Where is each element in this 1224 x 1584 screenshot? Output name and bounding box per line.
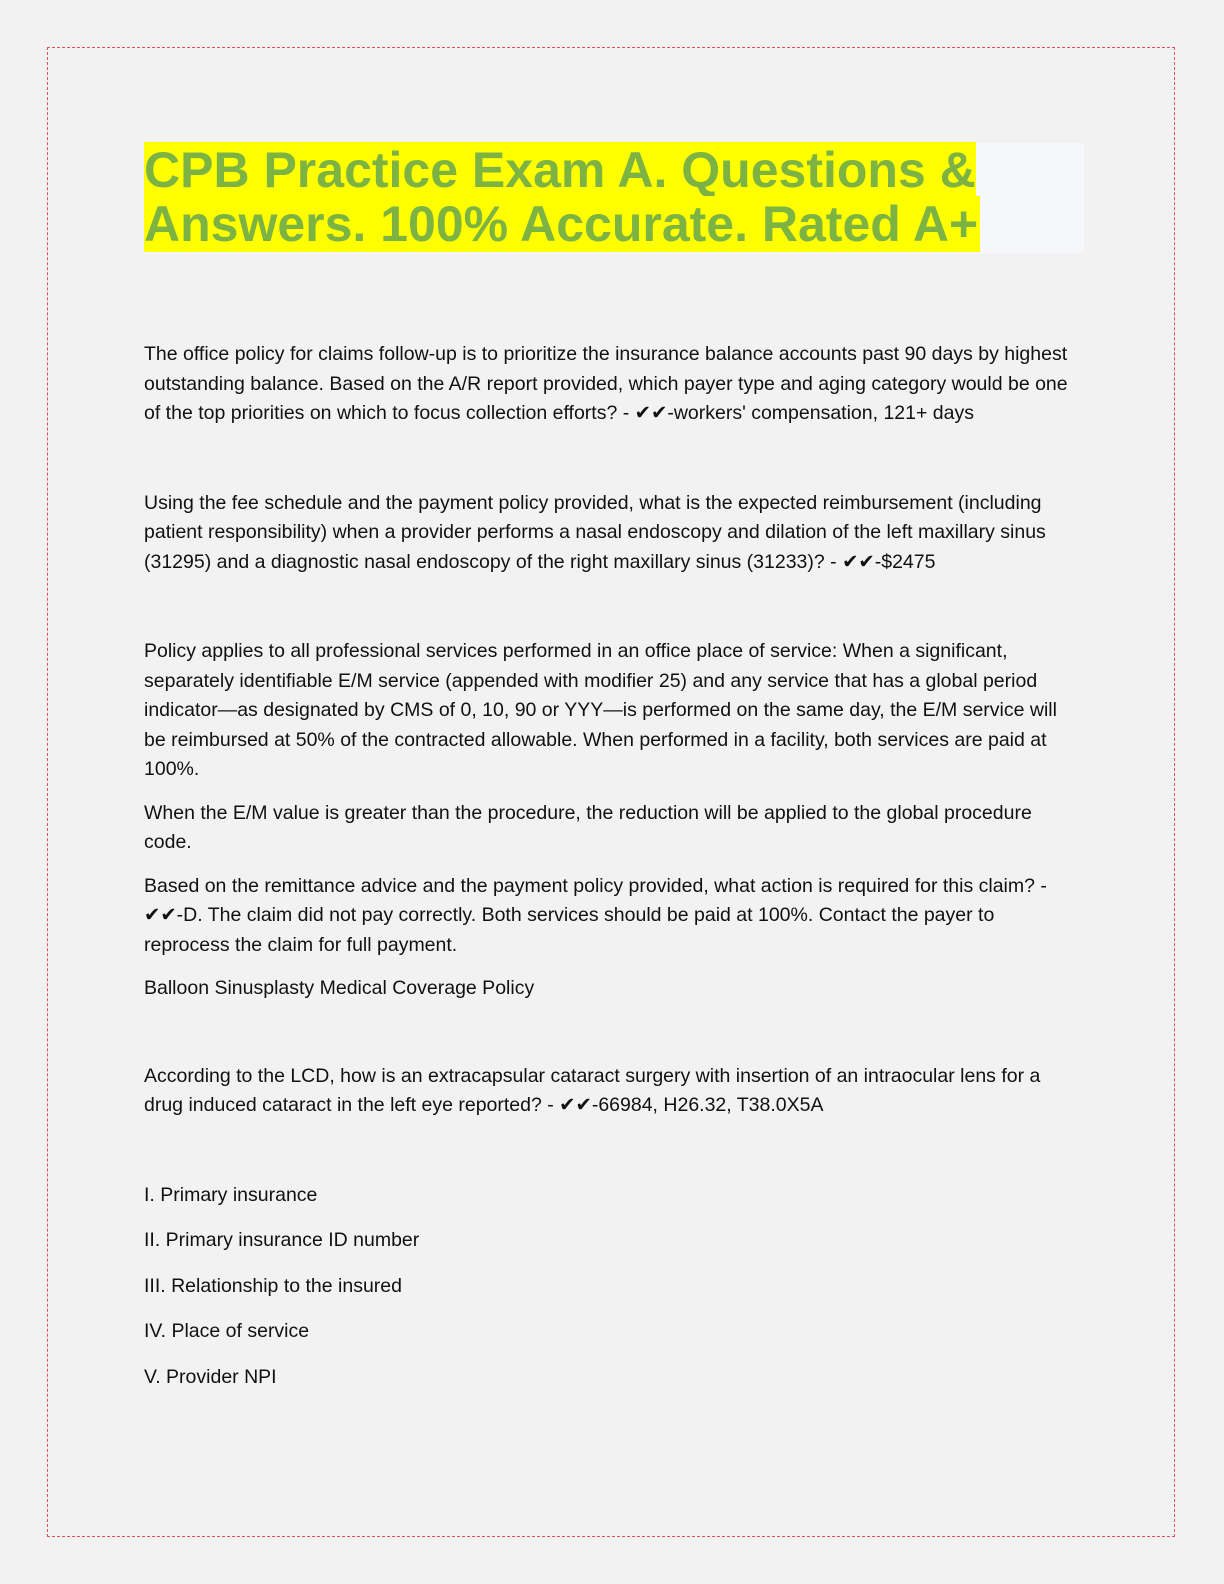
question-paragraph: The office policy for claims follow-up is to prioritize the insurance balance accounts past 90 days by highest outstanding balance. Based on the A/R report provided, which payer type and aging category would be one of the top priorities on which to focus collection efforts? - ✔✔-workers' compensation, 121+ days (144, 343, 1068, 424)
document-title (144, 143, 1084, 251)
list-item: I. Primary insurance (144, 1183, 318, 1206)
list-item: IV. Place of service (144, 1320, 310, 1342)
list-item: II. Primary insurance ID number (144, 1229, 420, 1251)
title-highlight: CPB Practice Exam A. Questions & Answers. 100% Accurate. Rated A+ (144, 142, 979, 252)
policy-paragraph: Policy applies to all professional services performed in an office place of service: When a significant, separately identifiable E/M service (appended with modifier 25) and any service that has a global period indicator—as designated by CMS of 0, 10, 90 or YYY—is performed on the same day, the E/M service will be reimbursed at 50% of the contracted allowable. When performed in a facility, both services are paid at 100%. (144, 640, 1057, 780)
policy-paragraph: When the E/M value is greater than the procedure, the reduction will be applied to the global procedure code. (144, 801, 1032, 853)
document-body (144, 340, 1079, 1392)
question-paragraph: According to the LCD, how is an extracapsular cataract surgery with insertion of an intraocular lens for a drug induced cataract in the left eye reported? - ✔✔-66984, H26.32, T38.0X5A (144, 1064, 1041, 1116)
question-paragraph: Using the fee schedule and the payment policy provided, what is the expected reimbursement (including patient responsibility) when a provider performs a nasal endoscopy and dilation of the left maxillary sinus (31295) and a diagnostic nasal endoscopy of the right maxillary sinus (31233)? - ✔✔-$2475 (144, 491, 1046, 573)
title-block (144, 143, 1084, 253)
list-item: V. Provider NPI (144, 1365, 277, 1388)
section-heading: Balloon Sinusplasty Medical Coverage Policy (144, 977, 535, 999)
question-paragraph: Based on the remittance advice and the payment policy provided, what action is required for this claim? - ✔✔-D. The claim did not pay correctly. Both services should be paid at 100%. Contact the payer to reprocess the claim for full payment. (144, 874, 1047, 956)
list-item: III. Relationship to the insured (144, 1274, 402, 1297)
